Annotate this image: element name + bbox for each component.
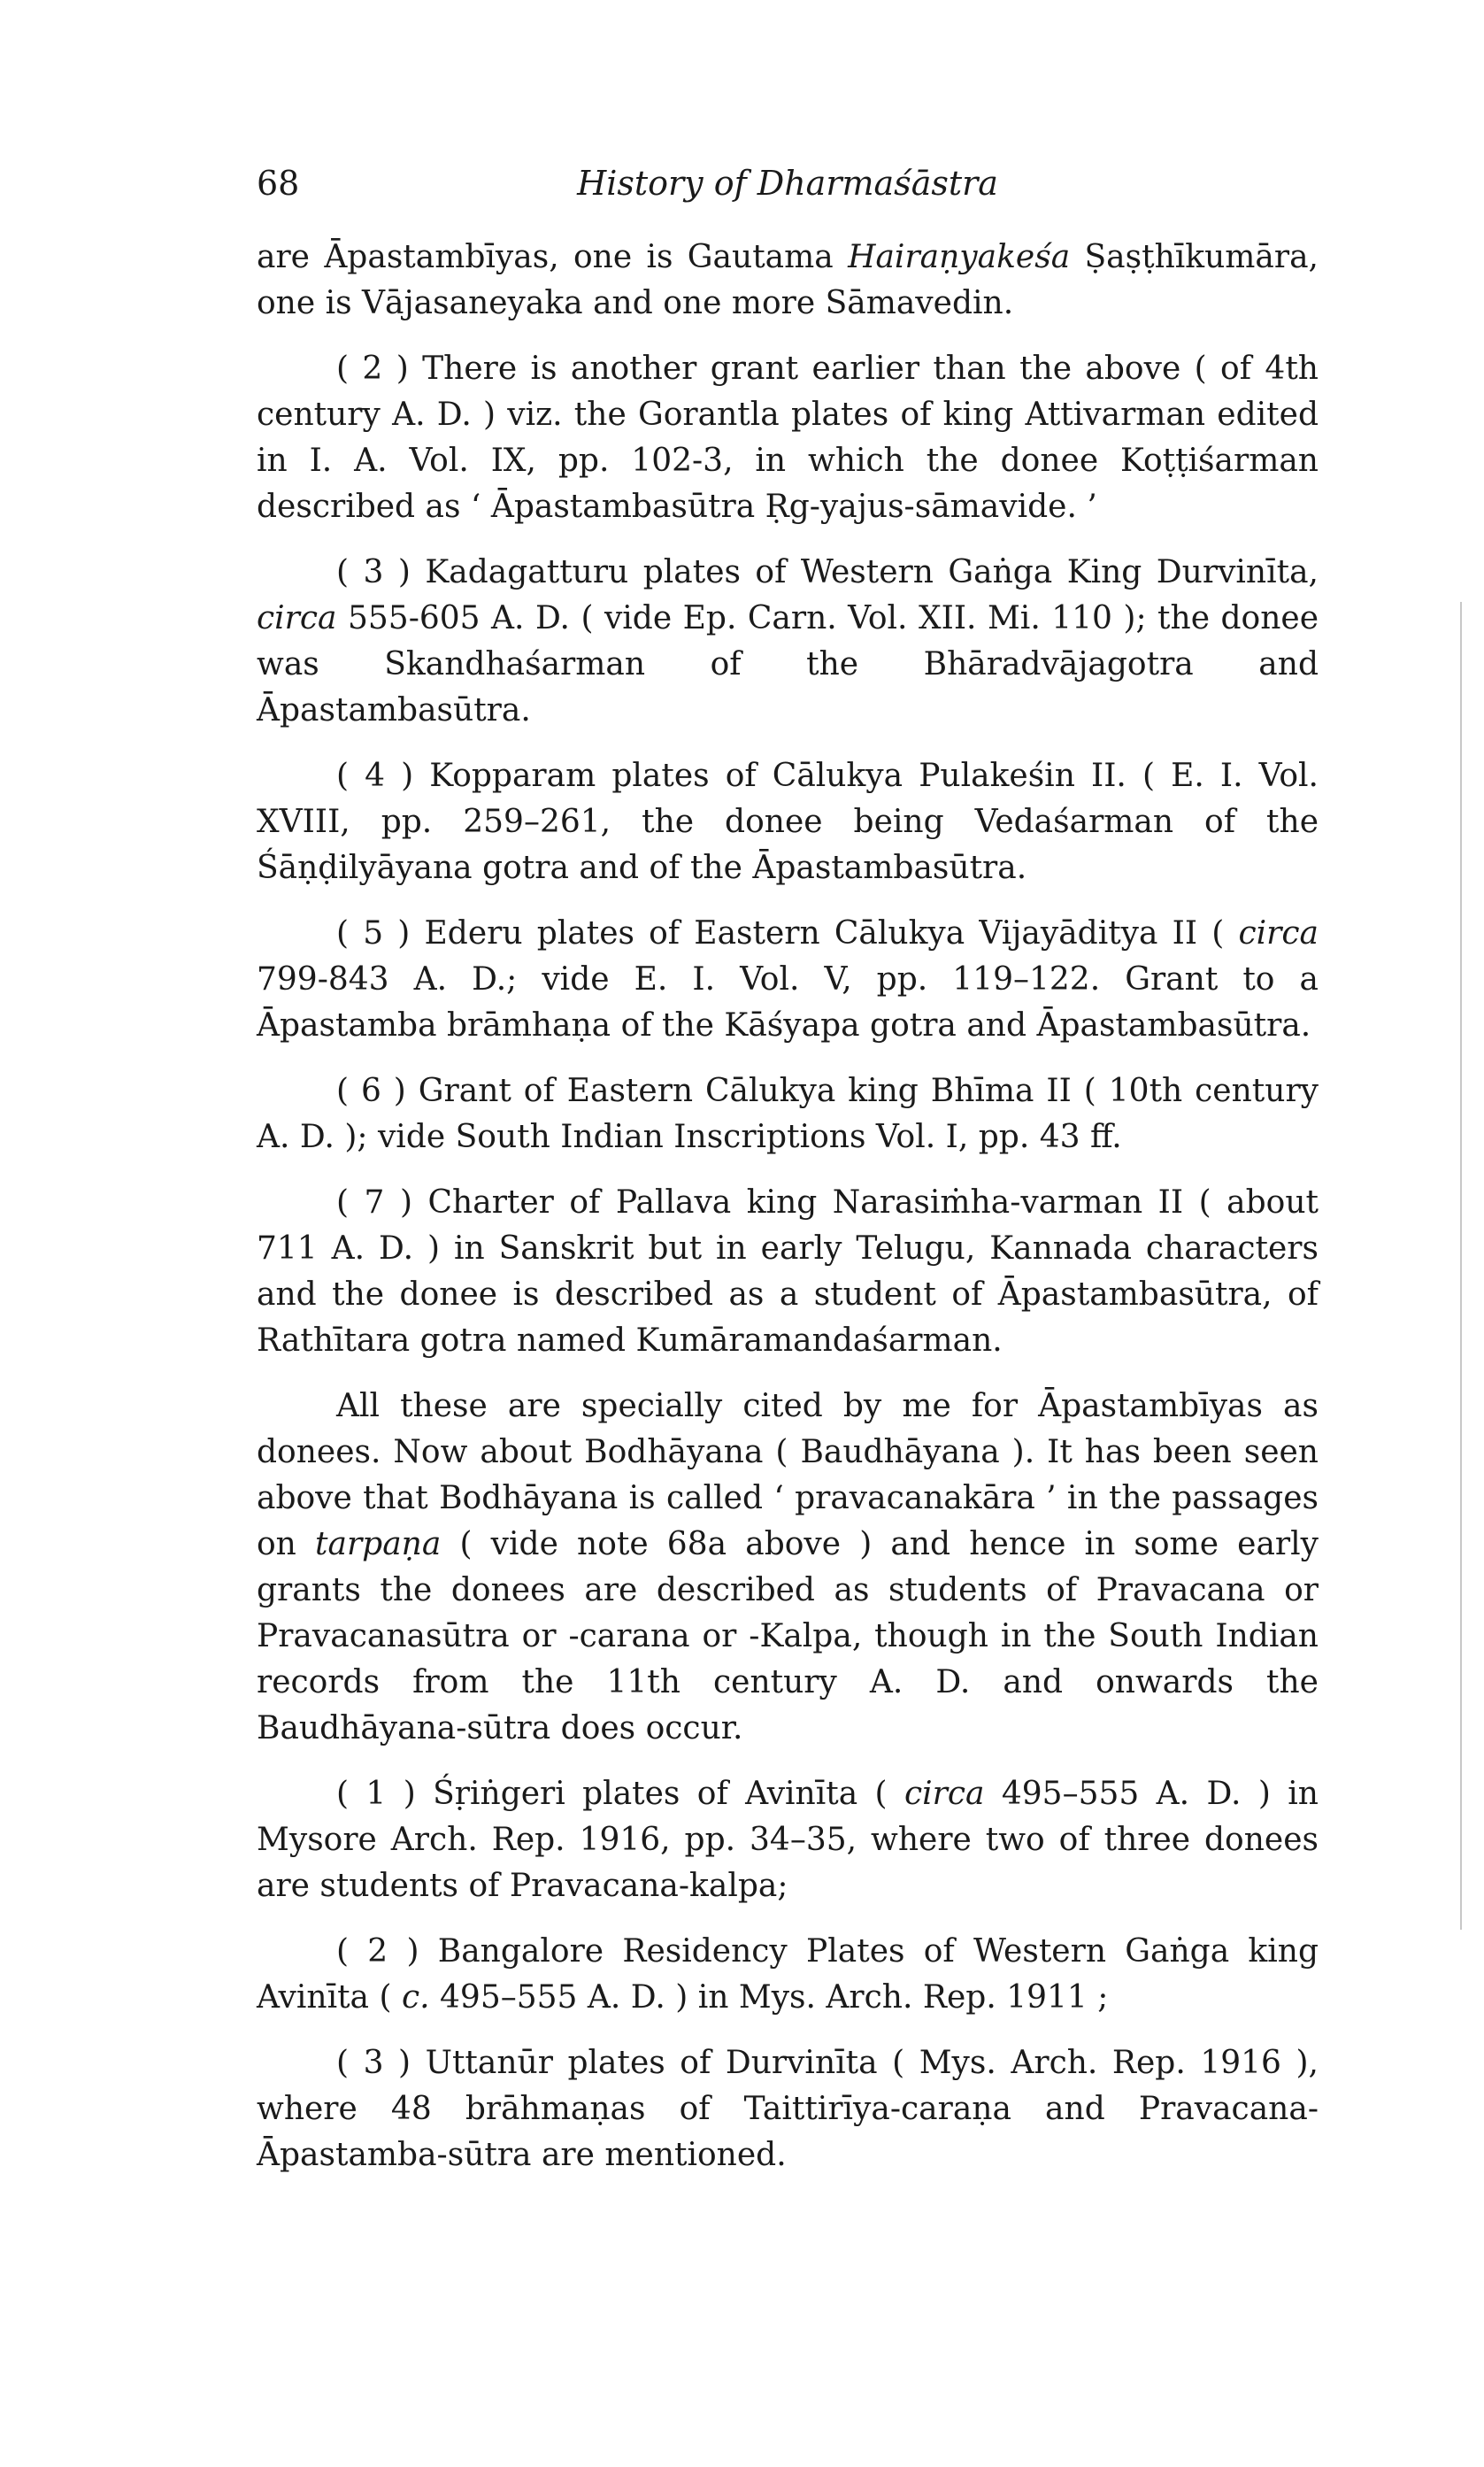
paragraph-italic: tarpaṇa [315,1526,442,1562]
paragraph-ederu-plates [257,911,1319,1049]
book-page [257,164,1319,2198]
paragraph-text: All these are specially cited by me for Āpastambīyas as donees. Now about Bodhāyana ( Baudhāyana ). It has been seen above that Bodhāyana is called ‘ pravacanakāra ’ in the passages on [257,1388,1319,1562]
paragraph-text: are Āpastambīyas, one is Gautama [257,239,849,275]
paragraph-bodhayana-discussion [257,1384,1319,1752]
paragraph-gorantla-plates: ( 2 ) There is another grant earlier than the above ( of 4th century A. D. ) viz. the Gorantla plates of king Attivarman edited in I. A. Vol. IX, pp. 102-3, in which the donee Koṭṭiśarman described as ‘ Āpastambasūtra Ṛg-yajus-sāmavide. ’ [257,351,1319,525]
paragraph-italic: Hairaṇyakeśa [848,239,1071,275]
paragraph-donee-list-continued [257,235,1319,327]
paragraph-text: 495–555 A. D. ) in Mysore Arch. Rep. 1916, pp. 34–35, where two of three donees are students of Pravacana-kalpa; [257,1776,1319,1904]
paragraph-text: ( 1 ) Śṛiṅgeri plates of Avinīta ( [336,1776,904,1812]
paragraph-uttanur-plates: ( 3 ) Uttanūr plates of Durvinīta ( Mys. Arch. Rep. 1916 ), where 48 brāhmaṇas of Taittirīya-caraṇa and Pravacana-Āpastamba-sūtra are mentioned. [257,2045,1319,2173]
paragraph-italic: circa [1238,915,1319,952]
paragraph-kadagatturu-plates [257,550,1319,734]
paragraph-kopparam-plates: ( 4 ) Kopparam plates of Cālukya Pulakeśin II. ( E. I. Vol. XVIII, pp. 259–261, the donee being Vedaśarman of the Śāṇḍilyāyana gotra and of the Āpastambasūtra. [257,758,1319,886]
paragraph-text: ( 3 ) Kadagatturu plates of Western Gaṅga King Durvinīta, [336,554,1319,590]
paragraph-text: ( vide note 68a above ) and hence in some early grants the donees are described as students of Pravacana or Pravacanasūtra or -carana or -Kalpa, though in the South Indian records from the 11th century A. D. and onwards the Baudhāyana-sūtra does occur. [257,1526,1319,1746]
paragraph-text: 799-843 A. D.; vide E. I. Vol. V, pp. 119–122. Grant to a Āpastamba brāmhaṇa of the Kāśyapa gotra and Āpastambasūtra. [257,961,1319,1044]
paragraph-text: Ṣaṣṭhīkumāra, one is Vājasaneyaka and one more Sāmavedin. [257,239,1319,321]
paragraph-bhima-grant: ( 6 ) Grant of Eastern Cālukya king Bhīma II ( 10th century A. D. ); vide South Indian Inscriptions Vol. I, pp. 43 ff. [257,1073,1319,1155]
running-head [257,164,1319,217]
paragraph-text: 495–555 A. D. ) in Mys. Arch. Rep. 1911 ; [429,1979,1109,2016]
paragraph-italic: circa [257,600,337,636]
paragraph-text: ( 5 ) Ederu plates of Eastern Cālukya Vijayāditya II ( [336,915,1239,952]
scan-margin-line [1460,602,1462,1930]
paragraph-bangalore-plates [257,1929,1319,2021]
paragraph-text: ( 2 ) Bangalore Residency Plates of Western Gaṅga king Avinīta ( [257,1933,1319,2016]
running-title: History of Dharmaśāstra [577,164,998,203]
paragraph-sringeri-plates [257,1771,1319,1909]
paragraph-italic: circa [903,1776,985,1812]
page-number: 68 [257,164,300,203]
paragraph-text: 555-605 A. D. ( vide Ep. Carn. Vol. XII. Mi. 110 ); the donee was Skandhaśarman of the Bhāradvājagotra and Āpastambasūtra. [257,600,1319,729]
paragraph-italic: c. [401,1979,430,2016]
paragraph-pallava-charter: ( 7 ) Charter of Pallava king Narasiṁha-varman II ( about 711 A. D. ) in Sanskrit but in early Telugu, Kannada characters and the donee is described as a student of Āpastambasūtra, of Rathītara gotra named Kumāramandaśarman. [257,1184,1319,1359]
